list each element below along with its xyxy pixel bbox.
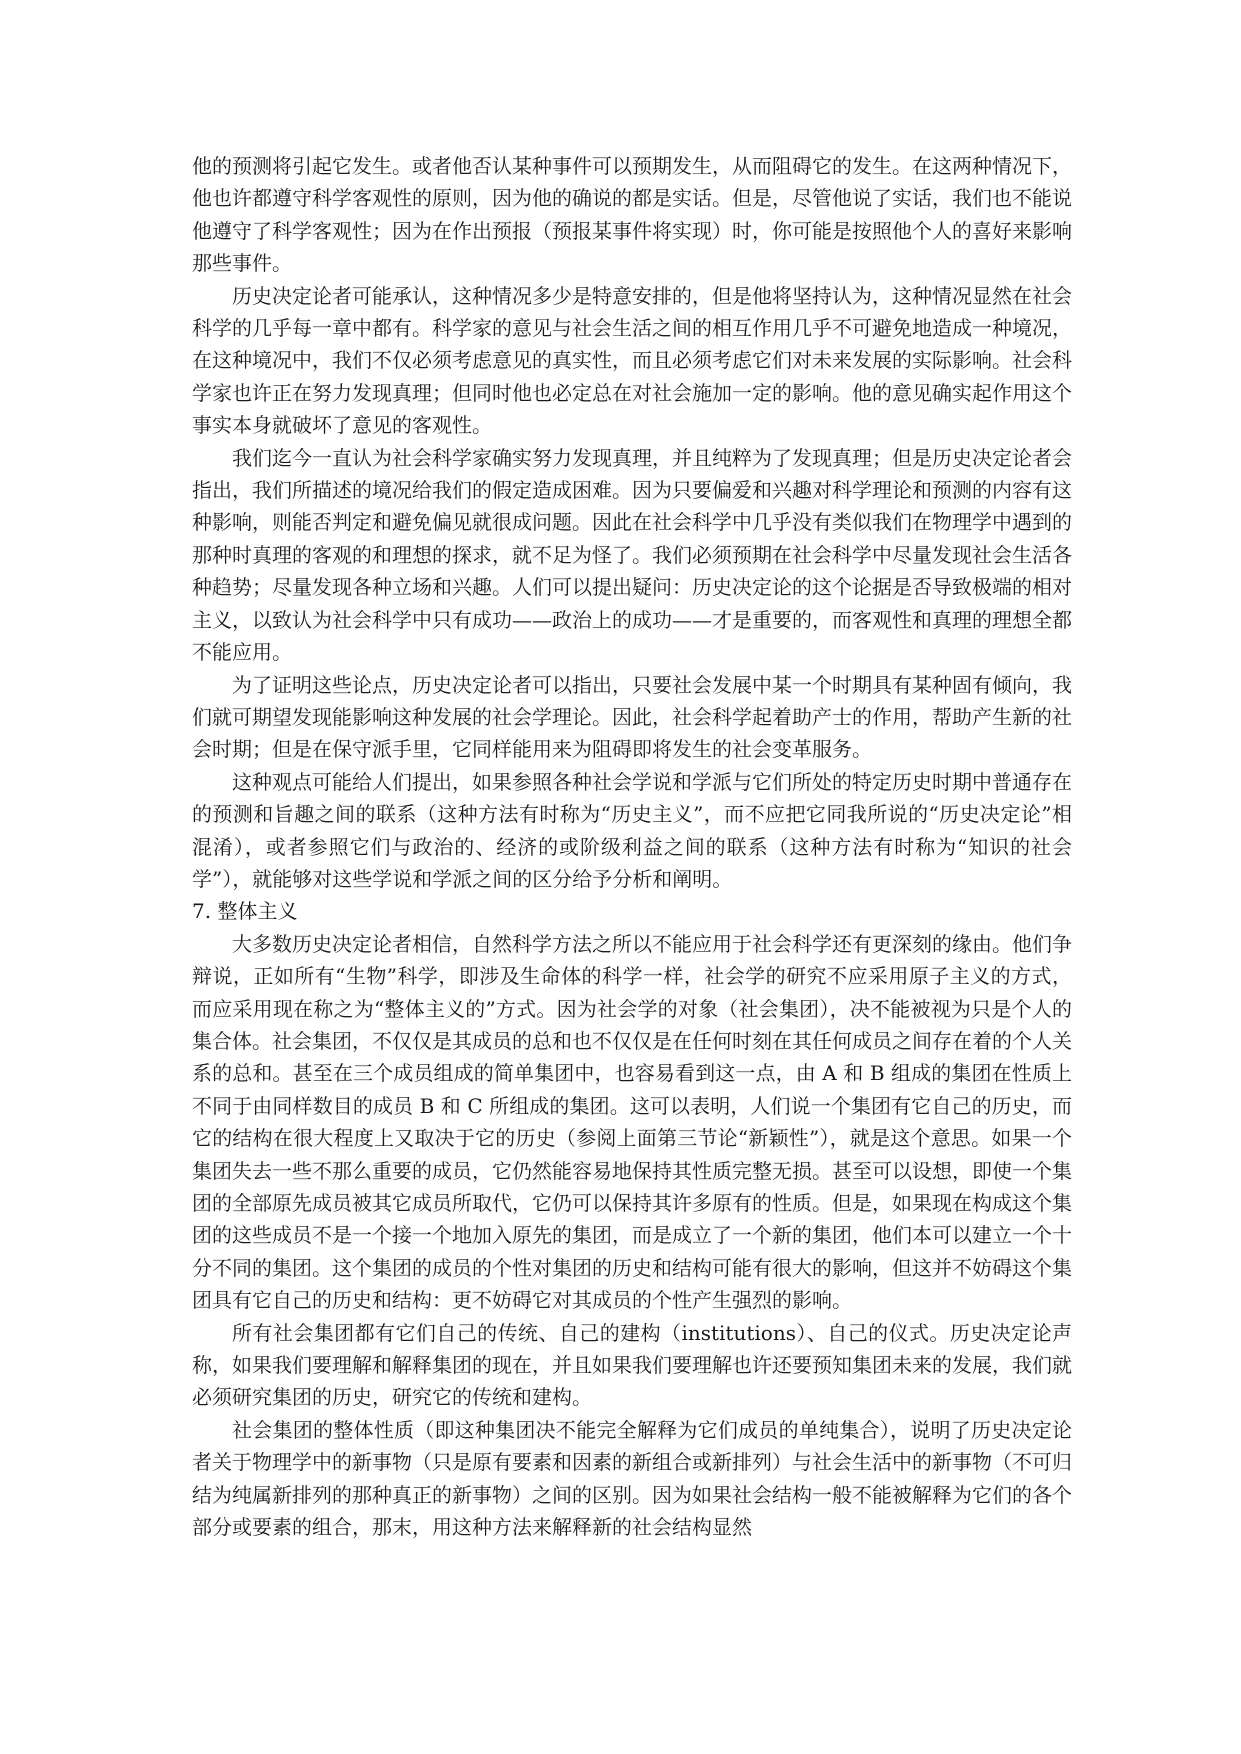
section-paragraph-2: 所有社会集团都有它们自己的传统、自己的建构（institutions）、自己的仪式。历史决定论声称，如果我们要理解和解释集团的现在，并且如果我们要理解也许还要预知集团未来的发展，我们就必须研究集团的历史，研究它的传统和建构。 xyxy=(192,1320,1072,1410)
document-page xyxy=(192,150,1072,1543)
paragraph-1: 他的预测将引起它发生。或者他否认某种事件可以预期发生，从而阻碍它的发生。在这两种情况下，他也许都遵守科学客观性的原则，因为他的确说的都是实话。但是，尽管他说了实话，我们也不能说他遵守了科学客观性；因为在作出预报（预报某事件将实现）时，你可能是按照他个人的喜好来影响那些事件。 xyxy=(192,154,1072,276)
section-paragraph-3: 社会集团的整体性质（即这种集团决不能完全解释为它们成员的单纯集合），说明了历史决定论者关于物理学中的新事物（只是原有要素和因素的新组合或新排列）与社会生活中的新事物（不可归结为纯属新排列的那种真正的新事物）之间的区别。因为如果社会结构一般不能被解释为它们的各个部分或要素的组合，那末，用这种方法来解释新的社会结构显然 xyxy=(192,1417,1072,1540)
section-heading: 7. 整体主义 xyxy=(192,899,298,924)
paragraph-3: 我们迄今一直认为社会科学家确实努力发现真理，并且纯粹为了发现真理；但是历史决定论者会指出，我们所描述的境况给我们的假定造成困难。因为只要偏爱和兴趣对科学理论和预测的内容有这种影响，则能否判定和避免偏见就很成问题。因此在社会科学中几乎没有类似我们在物理学中遇到的那种时真理的客观的和理想的探求，就不足为怪了。我们必须预期在社会科学中尽量发现社会生活各种趋势；尽量发现各种立场和兴趣。人们可以提出疑问：历史决定论的这个论据是否导致极端的相对主义，以致认为社会科学中只有成功——政治上的成功——才是重要的，而客观性和真理的理想全都不能应用。 xyxy=(192,445,1072,665)
paragraph-5: 这种观点可能给人们提出，如果参照各种社会学说和学派与它们所处的特定历史时期中普通存在的预测和旨趣之间的联系（这种方法有时称为“历史主义”，而不应把它同我所说的“历史决定论”相混淆），或者参照它们与政治的、经济的或阶级利益之间的联系（这种方法有时称为“知识的社会学”），就能够对这些学说和学派之间的区分给予分析和阐明。 xyxy=(192,769,1072,891)
paragraph-4: 为了证明这些论点，历史决定论者可以指出，只要社会发展中某一个时期具有某种固有倾向，我们就可期望发现能影响这种发展的社会学理论。因此，社会科学起着助产士的作用，帮助产生新的社会时期；但是在保守派手里，它同样能用来为阻碍即将发生的社会变革服务。 xyxy=(192,672,1072,762)
section-paragraph-1: 大多数历史决定论者相信，自然科学方法之所以不能应用于社会科学还有更深刻的缘由。他们争辩说，正如所有“生物”科学，即涉及生命体的科学一样，社会学的研究不应采用原子主义的方式，而应采用现在称之为“整体主义的”方式。因为社会学的对象（社会集团），决不能被视为只是个人的集合体。社会集团，不仅仅是其成员的总和也不仅仅是在任何时刻在其任何成员之间存在着的个人关系的总和。甚至在三个成员组成的简单集团中，也容易看到这一点，由 A 和 B 组成的集团在性质上不同于由同样数目的成员 B 和 C 所组成的集团。这可以表明，人们说一个集团有它自己的历史，而它的结构在很大程度上又取决于它的历史（参阅上面第三节论“新颖性”），就是这个意思。如果一个集团失去一些不那么重要的成员，它仍然能容易地保持其性质完整无损。甚至可以设想，即使一个集团的全部原先成员被其它成员所取代，它仍可以保持其许多原有的性质。但是，如果现在构成这个集团的这些成员不是一个接一个地加入原先的集团，而是成立了一个新的集团，他们本可以建立一个十分不同的集团。这个集团的成员的个性对集团的历史和结构可能有很大的影响，但这并不妨碍这个集团具有它自己的历史和结构：更不妨碍它对其成员的个性产生强烈的影响。 xyxy=(192,931,1072,1313)
paragraph-2: 历史决定论者可能承认，这种情况多少是特意安排的，但是他将坚持认为，这种情况显然在社会科学的几乎每一章中都有。科学家的意见与社会生活之间的相互作用几乎不可避免地造成一种境况，在这种境况中，我们不仅必须考虑意见的真实性，而且必须考虑它们对未来发展的实际影响。社会科学家也许正在努力发现真理；但同时他也必定总在对社会施加一定的影响。他的意见确实起作用这个事实本身就破坏了意见的客观性。 xyxy=(192,283,1072,438)
